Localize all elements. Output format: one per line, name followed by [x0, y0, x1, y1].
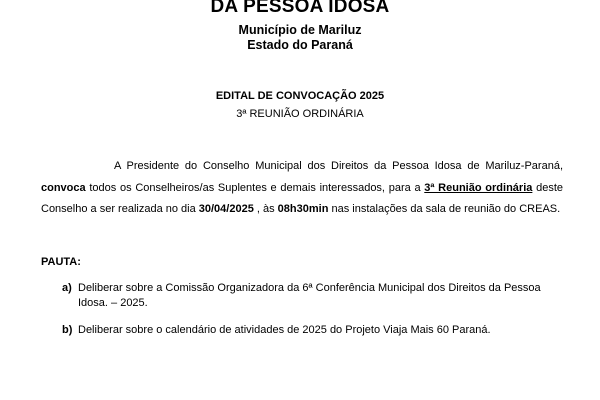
meeting-date: 30/04/2025 — [198, 203, 254, 215]
convocation-paragraph — [41, 156, 563, 221]
pauta-label: PAUTA: — [41, 256, 81, 268]
edital-subtitle: 3ª REUNIÃO ORDINÁRIA — [236, 108, 364, 120]
agenda-item-letter: b) — [62, 324, 73, 336]
state-line: Estado do Paraná — [247, 38, 353, 52]
paragraph-text-2: todos os Conselheiros/as Suplentes e demais interessados, para a — [85, 181, 425, 194]
convoca-word: convoca — [41, 181, 86, 194]
meeting-time: 08h30min — [277, 203, 329, 215]
paragraph-text-1: A Presidente do Conselho Municipal dos Direitos da Pessoa Idosa de Mariluz-Paraná, — [114, 160, 563, 172]
paragraph-text-3: deste Conselho a ser realizada no dia — [41, 181, 564, 215]
agenda-item-text: Deliberar sobre o calendário de atividades de 2025 do Projeto Viaja Mais 60 Paraná. — [78, 324, 491, 336]
paragraph-text-5: nas instalações da sala de reunião do CREAS. — [328, 203, 561, 215]
agenda-item-text: Deliberar sobre a Comissão Organizadora da 6ª Conferência Municipal dos Direitos da Pessoa Idosa. – 2025. — [78, 282, 541, 309]
council-title: DA PESSOA IDOSA — [210, 0, 390, 17]
municipality-line: Município de Mariluz — [238, 23, 362, 37]
paragraph-text-4: , às — [253, 203, 278, 215]
agenda-item-letter: a) — [62, 282, 72, 294]
meeting-name: 3ª Reunião ordinária — [424, 181, 533, 194]
agenda-item — [62, 281, 542, 311]
edital-title: EDITAL DE CONVOCAÇÃO 2025 — [215, 90, 385, 102]
agenda-item — [62, 323, 542, 338]
